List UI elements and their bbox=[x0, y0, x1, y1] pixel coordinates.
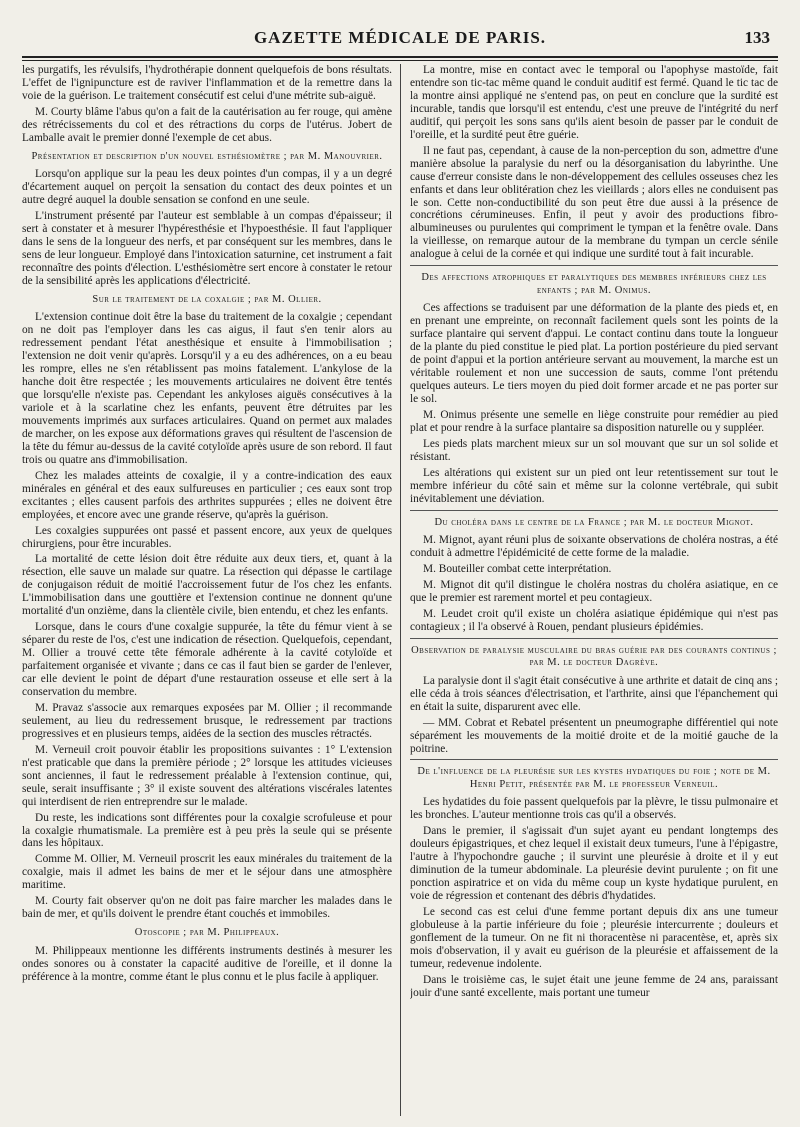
paragraph: Dans le premier, il s'agissait d'un sujet ayant eu pendant longtemps des douleurs épigastriques, et chez lequel il existait deux tumeurs, l'une à l'épigastre, l'autre à l'hypochondre gauche ; il survint une pleurésie à droite et il y eut diminution de la tumeur abdominale. La pleurésie devint purulente ; on fit une ponction aspiratrice et on vida du même coup un kyste hydatique purulent, en voie de régression et contenant des débris d'hydatides. bbox=[410, 825, 778, 903]
paragraph: M. Courty fait observer qu'on ne doit pas faire marcher les malades dans le bain de mer, et qu'ils doivent le prendre étant couchés et immobiles. bbox=[22, 895, 392, 921]
paragraph: Comme M. Ollier, M. Verneuil proscrit les eaux minérales du traitement de la coxalgie, mais il admet les bains de mer et le séjour dans une atmosphère maritime. bbox=[22, 853, 392, 892]
paragraph: Ces affections se traduisent par une déformation de la plante des pieds et, en en prenant une empreinte, on reconnaît facilement quels sont les points de la surface plantaire qui servent d'appui. Le contact continu dans toute la longueur de la plante du pied constitue le pied plat. La portion postérieure du pied servant de point d'appui et la portion antérieure servant au mouvement, la marche est un véritable roulement et non une succession de sauts, comme l'ont prétendu quelques auteurs. Le tiers moyen du pied doit former arcade et ne pas porter sur le sol. bbox=[410, 302, 778, 405]
right-column bbox=[410, 64, 778, 1114]
paragraph: M. Philippeaux mentionne les différents instruments destinés à mesurer les ondes sonores ou à constater la capacité auditive de l'oreille, et il donne la préférence à la montre, comme étant le plus connu et le plus facile à appliquer. bbox=[22, 944, 392, 983]
paragraph: M. Verneuil croit pouvoir établir les propositions suivantes : 1° L'extension n'est praticable que dans la première période ; 2° lorsque les attitudes vicieuses sont anciennes, il faut le redressement préalable à l'extension continue, qui, seule, serait insuffisante ; 3° il existe souvent des altérations viscérales latentes qui interdisent de rien entreprendre sur le malade. bbox=[22, 743, 392, 808]
paragraph: M. Courty blâme l'abus qu'on a fait de la cautérisation au fer rouge, qui amène des rétrécissements du col et des rétractions du corps de l'utérus. Jobert de Lamballe avait le premier donné l'exemple de cet abus. bbox=[22, 105, 392, 144]
paragraph: M. Onimus présente une semelle en liège construite pour remédier au pied plat et pour rendre à la surface plantaire sa disposition naturelle ou y suppléer. bbox=[410, 408, 778, 434]
paragraph: Dans le troisième cas, le sujet était une jeune femme de 24 ans, paraissant jouir d'une santé excellente, mais portant une tumeur bbox=[410, 973, 778, 999]
section-heading: Observation de paralysie musculaire du bras guérie par des courants continus ; par M. le docteur Dagrève. bbox=[411, 644, 777, 669]
paragraph: L'extension continue doit être la base du traitement de la coxalgie ; cependant on ne doit pas l'employer dans les cas aigus, il faut s'en tenir alors au redressement pendant l'état anesthésique et ensuite à l'immobilisation ; l'extension ne doit venir qu'après. Lorsqu'il y a eu des adhérences, on a eu beau les rompre, elles ne s'en rétablissent pas moins fatalement. L'ankylose de la hanche doit être respectée ; les mouvements articulaires ne doivent être tentés que lorsqu'elle n'existe pas. Cependant les ankyloses aiguës consécutives à la variole et à la scarlatine chez les enfants, peuvent être détruites par les mouvements imprimés aux surfaces articulaires. Quand on permet aux malades de marcher, on les expose aux déformations graves qui résultent de l'ascension de la tête du fémur au-dessus de la cavité cotyloïde après usure de son rebord. Il faut trois ou quatre ans d'immobilisation. bbox=[22, 311, 392, 466]
paragraph: les purgatifs, les révulsifs, l'hydrothérapie donnent quelquefois de bons résultats. L'effet de l'ignipuncture est de raviver l'inflammation et de la remettre dans la voie de la guérison. Le traitement consécutif est celui d'une métrite sub-aiguë. bbox=[22, 64, 392, 102]
paragraph: Du reste, les indications sont différentes pour la coxalgie scrofuleuse et pour la coxalgie rhumatismale. La première est à peu près la seule qui se présente dans les hôpitaux. bbox=[22, 811, 392, 850]
column-divider bbox=[400, 64, 401, 1116]
left-column bbox=[22, 64, 392, 1114]
paragraph: M. Mignot dit qu'il distingue le choléra nostras du choléra asiatique, en ce que le premier est rarement mortel et peu contagieux. bbox=[410, 578, 778, 604]
paragraph: Les coxalgies suppurées ont passé et passent encore, aux yeux de quelques chirurgiens, pour être incurables. bbox=[22, 524, 392, 550]
section-heading: Des affections atrophiques et paralytiques des membres inférieurs chez les enfants ; par M. Onimus. bbox=[421, 272, 767, 296]
paragraph: M. Leudet croit qu'il existe un choléra asiatique épidémique qui n'est pas contagieux ; il l'a observé à Rouen, pendant plusieurs épidémies. bbox=[410, 607, 778, 633]
section-separator bbox=[410, 638, 778, 639]
paragraph: Lorsqu'on applique sur la peau les deux pointes d'un compas, il y a un degré d'écartement auquel on perçoit la sensation du contact des deux pointes et un autre degré auquel la double sensation se confond en une seule. bbox=[22, 168, 392, 207]
paragraph: La mortalité de cette lésion doit être réduite aux deux tiers, et, quant à la résection, elle sauve un malade sur quatre. La résection qui dépasse le cartilage de conjugaison réduit de moitié l'accroissement futur de l'os chez les enfants. L'immobilisation dans une gouttière et l'extension continue ne donnent qu'une mortalité d'un onzième, dans la clientèle civile, bien entendu, et chez les enfants. bbox=[22, 553, 392, 618]
paragraph: Les altérations qui existent sur un pied ont leur retentissement sur tout le membre inférieur du côté sain et même sur la colonne vertébrale, qui subit inévitablement une déviation. bbox=[410, 466, 778, 505]
paragraph: M. Pravaz s'associe aux remarques exposées par M. Ollier ; il recommande seulement, au lieu du redressement brusque, le redressement par tractions progressives et en plusieurs temps, aidées de la section des muscles rétractés. bbox=[22, 701, 392, 740]
section-heading: Présentation et description d'un nouvel esthésiomètre ; par M. Manouvrier. bbox=[31, 150, 383, 162]
paragraph: Il ne faut pas, cependant, à cause de la non-perception du son, admettre d'une manière absolue la paralysie du nerf ou la désorganisation du labyrinthe. Une cause d'erreur consiste dans le non-développement des cellules osseuses chez les enfants et dans leur oblitération chez les vieillards ; alors elles ne conduisent pas le son. Cette non-conductibilité du son peut être due aussi à la présence de concrétions cérumineuses. Enfin, il peut y avoir des productions fibro-albumineuses ou purulentes qui compriment le tympan et la fenêtre ovale. Dans la vieillesse, on remarque autour de la membrane du tympan un cercle sénile analogue à celui de la cornée et qui indique une surdité tout à fait incurable. bbox=[410, 144, 778, 261]
paragraph: — MM. Cobrat et Rebatel présentent un pneumographe différentiel qui note séparément les mouvements de la moitié droite et de la moitié gauche de la poitrine. bbox=[410, 716, 778, 755]
section-separator bbox=[410, 265, 778, 266]
paragraph: M. Bouteiller combat cette interprétation. bbox=[423, 563, 612, 575]
paragraph: La montre, mise en contact avec le temporal ou l'apophyse mastoïde, fait entendre son tic-tac même quand le conduit auditif est fermé. Quand le tic tac de la montre ainsi appliqué ne s'entend pas, on peut en conclure que la surdité est incurable, tandis que lorsqu'il est entendu, c'est une preuve de l'intégrité du nerf auditif, qui perçoit les sons sans qu'ils aient besoin de passer par le conduit de l'oreille, et la surdité peut être guérie. bbox=[410, 64, 778, 141]
paragraph: L'instrument présenté par l'auteur est semblable à un compas d'épaisseur; il sert à constater et à mesurer l'hypéresthésie et l'hypoesthésie. Il faut l'appliquer dans le sens de la longueur des nerfs, et par conséquent sur les membres, dans le sens de leur longueur. Employé dans l'intoxication saturnine, cet instrument a fait reconnaître des points d'élection. L'esthésiomètre sert encore à constater le retour de la sensibilité après les applications d'électricité. bbox=[22, 210, 392, 287]
paragraph: Les pieds plats marchent mieux sur un sol mouvant que sur un sol solide et résistant. bbox=[410, 437, 778, 463]
section-separator bbox=[410, 510, 778, 511]
section-heading: Du choléra dans le centre de la France ; par M. le docteur Mignot. bbox=[434, 516, 754, 528]
page-header bbox=[22, 28, 778, 50]
paragraph: La paralysie dont il s'agit était consécutive à une arthrite et datait de cinq ans ; elle céda à trois séances d'électrisation, et l'arthrite, ainsi que l'épanchement qui en était la suite, disparurent avec elle. bbox=[410, 674, 778, 713]
paragraph: Chez les malades atteints de coxalgie, il y a contre-indication des eaux minérales en général et des eaux sulfureuses en particulier ; ces eaux sont trop excitantes ; elles causent parfois des arthrites suppurées ; elles ne doivent être employées, et encore avec une grande réserve, qu'après la guérison. bbox=[22, 469, 392, 521]
section-heading: De l'influence de la pleurésie sur les kystes hydatiques du foie ; note de M. Henri Petit, présentée par M. le professeur Verneuil. bbox=[417, 766, 771, 790]
paragraph: Le second cas est celui d'une femme portant depuis dix ans une tumeur globuleuse à la partie inférieure du foie ; pleurésie intercurrente ; douleurs et gonflement de la tumeur. On ne fit ni thoracentèse ni paracentèse, et, après six mois d'observation, il y avait eu guérison de la pleurésie et affaissement de la tumeur, redevenue indolente. bbox=[410, 906, 778, 970]
section-heading: Sur le traitement de la coxalgie ; par M. Ollier. bbox=[92, 293, 322, 305]
paragraph: M. Mignot, ayant réuni plus de soixante observations de choléra nostras, a été conduit à admettre l'épidémicité de cette forme de la maladie. bbox=[410, 534, 778, 560]
section-heading: Otoscopie ; par M. Philippeaux. bbox=[134, 927, 280, 939]
paragraph: Les hydatides du foie passent quelquefois par la plèvre, le tissu pulmonaire et les bronches. L'auteur mentionne trois cas qu'il a observés. bbox=[410, 796, 778, 822]
section-separator bbox=[410, 759, 778, 760]
running-head: GAZETTE MÉDICALE DE PARIS. bbox=[253, 28, 547, 47]
header-rule bbox=[22, 56, 778, 61]
paragraph: Lorsque, dans le cours d'une coxalgie suppurée, la tête du fémur vient à se séparer du reste de l'os, c'est une indication de résection. Quelquefois, cependant, M. Ollier a trouvé cette tête fémorale adhérente à la cavité cotyloïde et parfaitement organisée et vivante ; dans ce cas il faut bien se garder de l'enlever, car elle devient le point de départ d'une restauration osseuse et elle sert à la conservation du membre. bbox=[22, 621, 392, 698]
page-number: 133 bbox=[744, 28, 770, 47]
